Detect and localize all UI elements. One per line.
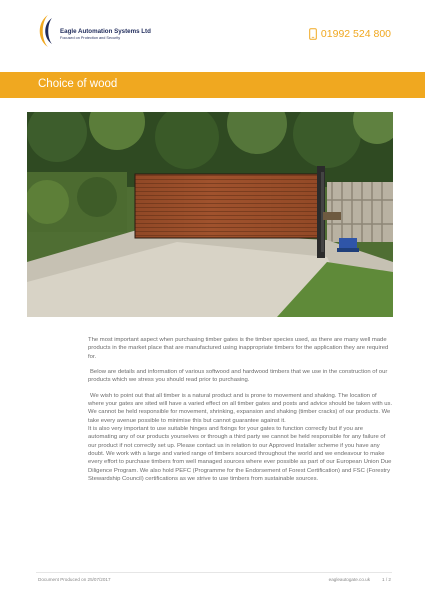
page-number: 1 / 2 (382, 577, 391, 582)
brand-name: Eagle Automation Systems Ltd (60, 28, 151, 35)
brand-tagline: Focused on Protection and Security (60, 36, 121, 40)
page-title: Choice of wood (38, 78, 118, 90)
mobile-phone-icon (309, 28, 317, 40)
article-body (88, 336, 393, 490)
paragraph: Below are details and information of various softwood and hardwood timbers that we use in the construction of our products which we stress you should read prior to purchasing. (88, 369, 388, 384)
crescent-logo-icon (36, 14, 54, 48)
website-link[interactable]: eagleautogate.co.uk (328, 577, 371, 582)
page-header (0, 0, 425, 70)
title-bar (0, 72, 425, 98)
paragraph: The most important aspect when purchasing timber gates is the timber species used, as there are many well made products in the market place that are manufactured using inappropriate timbers for the application they are required for. (88, 337, 389, 360)
footer-divider (36, 572, 392, 573)
footer-right (329, 577, 391, 582)
phone-contact[interactable] (309, 28, 391, 40)
paragraph: We wish to point out that all timber is a natural product and is prone to movement and shaking. The location of where your gates are sited will have a varied effect on all timber gates and posts and advice should be taken with us. We cannot be held responsible for movement, shrinking, expansion and shaking (timber cracks) of our products. We take every avenue possible to minimise this but cannot guarantee against it. It is also very important to use suitable hinges and fixings for your gates to function correctly but if you are automating any of our products yourselves or through a third party we cannot be held responsible for any failure of our product if not correctly set up. Please contact us in relation to our Approved Installer scheme if you have any doubt. We work with a large and varied range of timbers sourced throughout the world and we endeavour to make every effort to purchase timbers from well managed sources where ever possible as part of our European Union Due Diligence Program. We also hold PEFC (Programme for the Endorsement of Forest Certification) and FSC (Forestry Stewardship Council) certifications as we strive to use timbers from sustainable sources. (88, 392, 393, 482)
gate-photo (27, 112, 393, 317)
document-produced-date: Document Produced on 25/07/2017 (38, 577, 111, 582)
phone-number: 01992 524 800 (320, 28, 391, 40)
